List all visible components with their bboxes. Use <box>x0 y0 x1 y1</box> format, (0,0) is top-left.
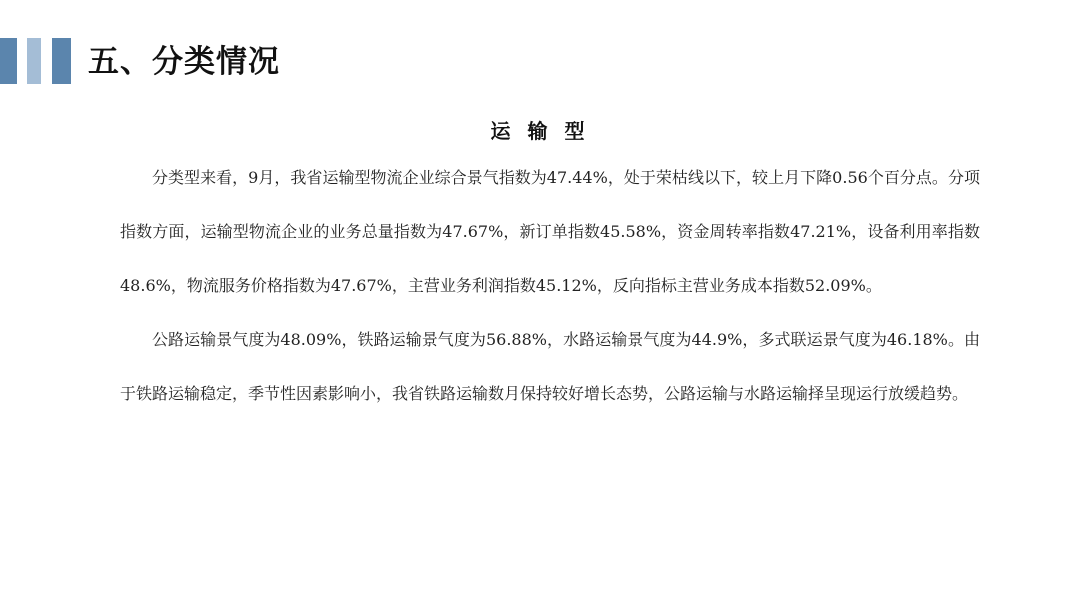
header-bar-dark-right <box>52 38 71 84</box>
header-bar-light-middle <box>27 38 41 84</box>
paragraph-overview: 分类型来看，9月，我省运输型物流企业综合景气指数为47.44%，处于荣枯线以下，较上月下降0.56个百分点。分项指数方面，运输型物流企业的业务总量指数为47.67%，新订单指数45.58%，资金周转率指数47.21%，设备利用率指数48.6%，物流服务价格指数为47.67%，主营业务利润指数45.12%，反向指标主营业务成本指数52.09%。 <box>120 168 980 295</box>
body-text <box>120 151 980 421</box>
page-title: 五、分类情况 <box>88 44 280 80</box>
paragraph-transport-modes: 公路运输景气度为48.09%，铁路运输景气度为56.88%，水路运输景气度为44.9%，多式联运景气度为46.18%。由于铁路运输稳定，季节性因素影响小，我省铁路运输数月保持较好增长态势，公路运输与水路运输择呈现运行放缓趋势。 <box>120 330 980 403</box>
section-heading: 运 输 型 <box>490 119 590 143</box>
header-bar-dark-left <box>0 38 17 84</box>
